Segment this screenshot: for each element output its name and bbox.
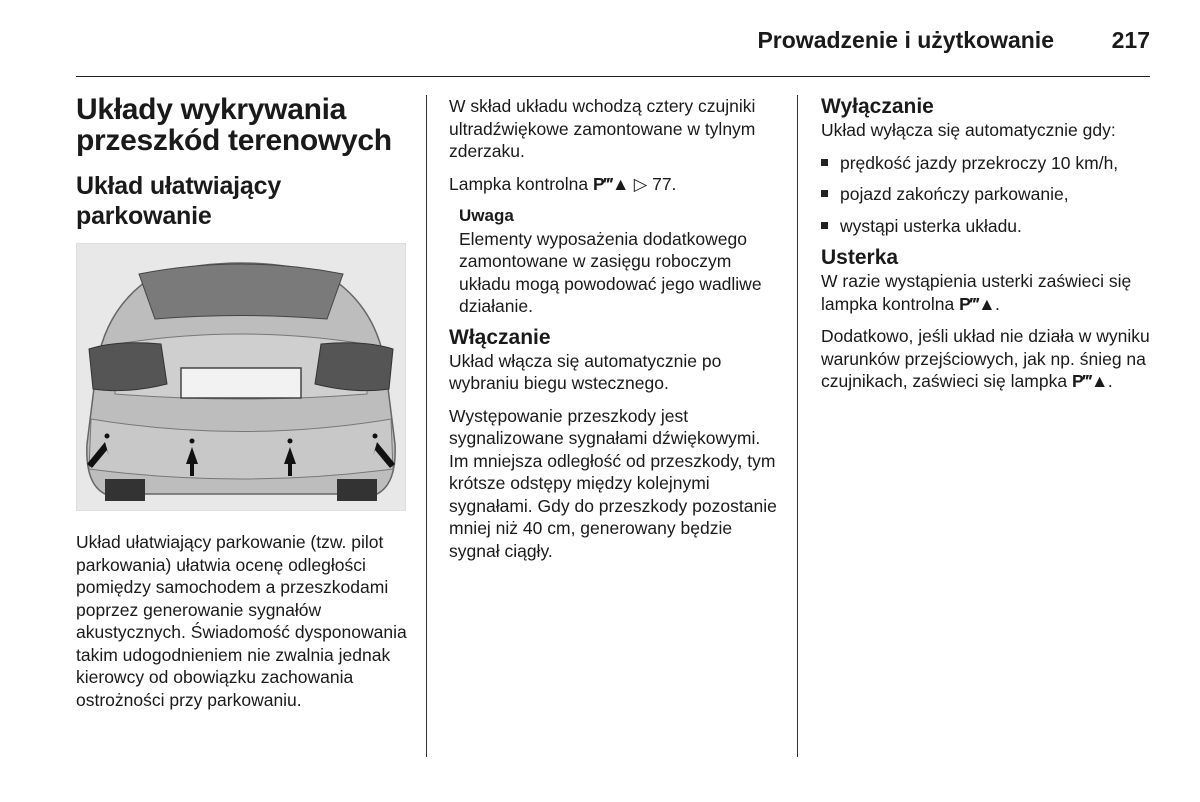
bullet-icon (821, 222, 828, 229)
intro-paragraph: Układ ułatwiający parkowanie (tzw. pilot parkowania) ułatwia ocenę odległości pomiędzy samochodem a przeszkodami poprzez generowanie sygnałów akustycznych. Świadomość dysponowania takim udogodnieniem nie zwalnia jednak kierowcy od obowiązku zachowania ostrożności przy parkowaniu. (76, 532, 407, 710)
list-item: pojazd zakończy parkowanie, (821, 183, 1156, 206)
column-left (76, 94, 411, 721)
heading-fault: Usterka (821, 246, 899, 269)
note-heading: Uwaga (459, 206, 514, 225)
paragraph: Dodatkowo, jeśli układ nie działa w wyniku warunków przejściowych, jak np. śnieg na czujnikach, zaświeci się lampka P‴▲. (821, 326, 1150, 391)
parking-indicator-icon: P‴▲ (959, 293, 996, 314)
paragraph: Występowanie przeszkody jest sygnalizowane sygnałami dźwiękowymi. Im mniejsza odległość od przeszkody, tym krótsze odstępy między kolejnymi sygnałami. Gdy do przeszkody pozostanie mniej niż 40 cm, generowany będzie sygnał ciągły. (449, 405, 777, 561)
heading-disable: Wyłączanie (821, 95, 934, 118)
paragraph: Układ wyłącza się automatycznie gdy: (821, 120, 1116, 140)
main-heading: Układy wykrywania przeszkód terenowych (76, 93, 392, 157)
parking-indicator-icon: P‴▲ (1071, 371, 1108, 391)
paragraph: W razie wystąpienia usterki zaświeci się lampka kontrolna P‴▲. (821, 271, 1132, 314)
column-middle (449, 95, 784, 572)
paragraph: W skład układu wchodzą cztery czujniki ultradźwiękowe zamontowane w tylnym zderzaku. (449, 96, 756, 161)
page-header (76, 0, 1150, 77)
bullet-icon (821, 190, 828, 197)
text: Lampka kontrolna (449, 173, 589, 194)
column-divider (797, 95, 798, 757)
page-number: 217 (1111, 27, 1150, 53)
bullet-list (821, 152, 1156, 238)
note-body: Elementy wyposażenia dodatkowego zamontowane w zasięgu roboczym układu mogą powodować jego wadliwe działanie. (459, 228, 762, 316)
parking-indicator-icon: P‴▲ (593, 173, 629, 194)
paragraph: Układ włącza się automatycznie po wybraniu biegu wstecznego. (449, 350, 722, 393)
list-item: wystąpi usterka układu. (821, 215, 1156, 238)
bullet-icon (821, 159, 828, 166)
car-rear-image (77, 244, 405, 510)
sub-heading: Układ ułatwiający parkowanie (76, 172, 282, 230)
indicator-paragraph (449, 173, 784, 196)
heading-enable: Włączanie (449, 325, 551, 349)
column-divider (426, 95, 427, 757)
section-title: Prowadzenie i użytkowanie (757, 27, 1054, 53)
column-right (821, 95, 1156, 403)
list-item: prędkość jazdy przekroczy 10 km/h, (821, 152, 1156, 175)
car-rear-illustration (76, 243, 406, 511)
page-reference-link[interactable]: ▷ 77. (633, 173, 677, 194)
